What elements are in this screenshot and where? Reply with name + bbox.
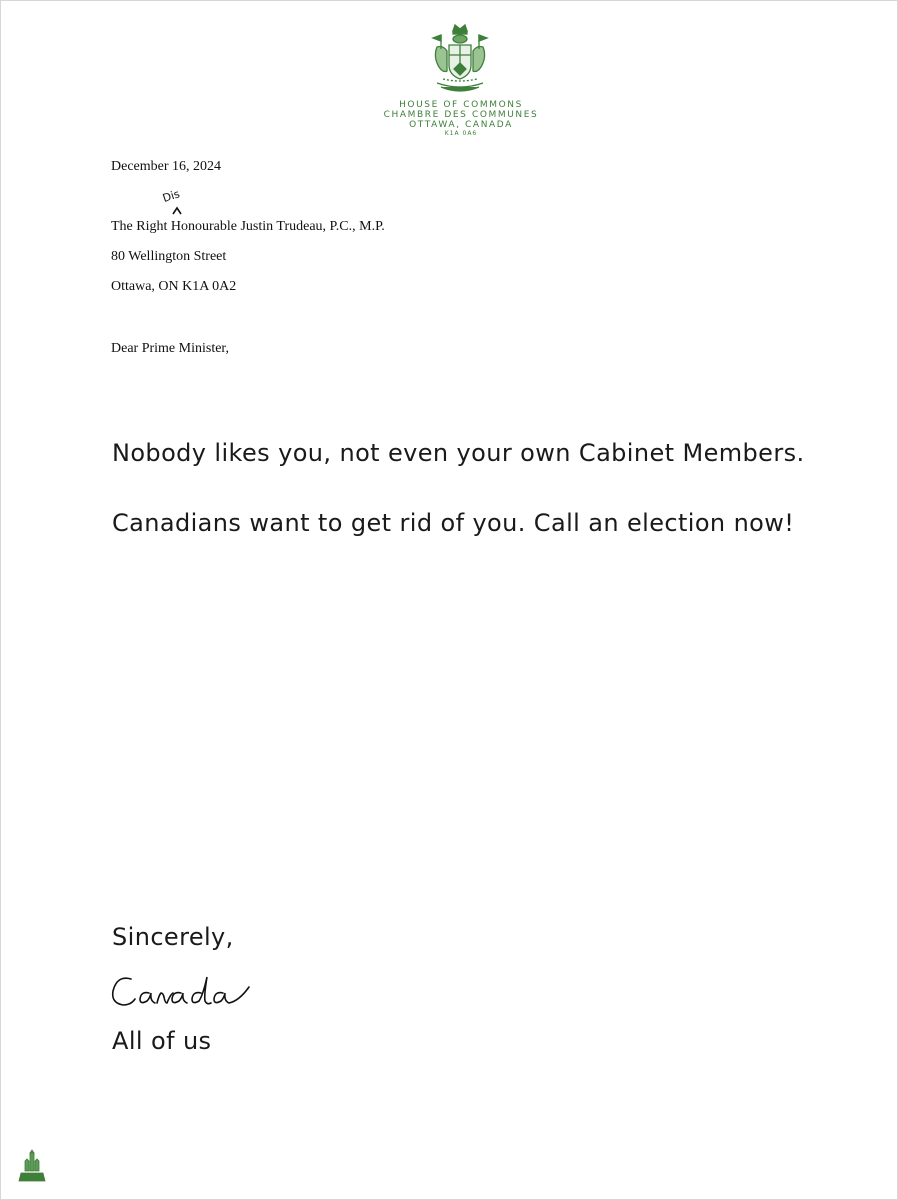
letterhead-title-fr: CHAMBRE DES COMMUNES [383, 110, 539, 120]
recipient-address-street: 80 Wellington Street [111, 249, 227, 264]
body-paragraph-1: Nobody likes you, not even your own Cabinet Members. [112, 439, 805, 467]
body-paragraph-2: Canadians want to get rid of you. Call an election now! [112, 509, 795, 537]
recipient-name: The Right Honourable Justin Trudeau, P.C., M.P. [111, 219, 385, 234]
coat-of-arms-icon [429, 21, 491, 97]
signatory: All of us [112, 1027, 212, 1055]
letter-date: December 16, 2024 [111, 159, 222, 174]
letterhead-city: OTTAWA, CANADA [409, 120, 513, 130]
letterhead-title: HOUSE OF COMMONS [399, 100, 523, 110]
letterhead [361, 100, 561, 138]
signature [109, 967, 259, 1015]
caret-mark-icon [168, 197, 186, 217]
salutation: Dear Prime Minister, [111, 341, 230, 356]
insertion-text: Dis [160, 187, 182, 205]
recipient-address-city: Ottawa, ON K1A 0A2 [111, 279, 237, 294]
closing: Sincerely, [112, 923, 234, 951]
letterhead-postal: K1A 0A6 [444, 130, 478, 137]
house-of-commons-icon [17, 1149, 47, 1185]
